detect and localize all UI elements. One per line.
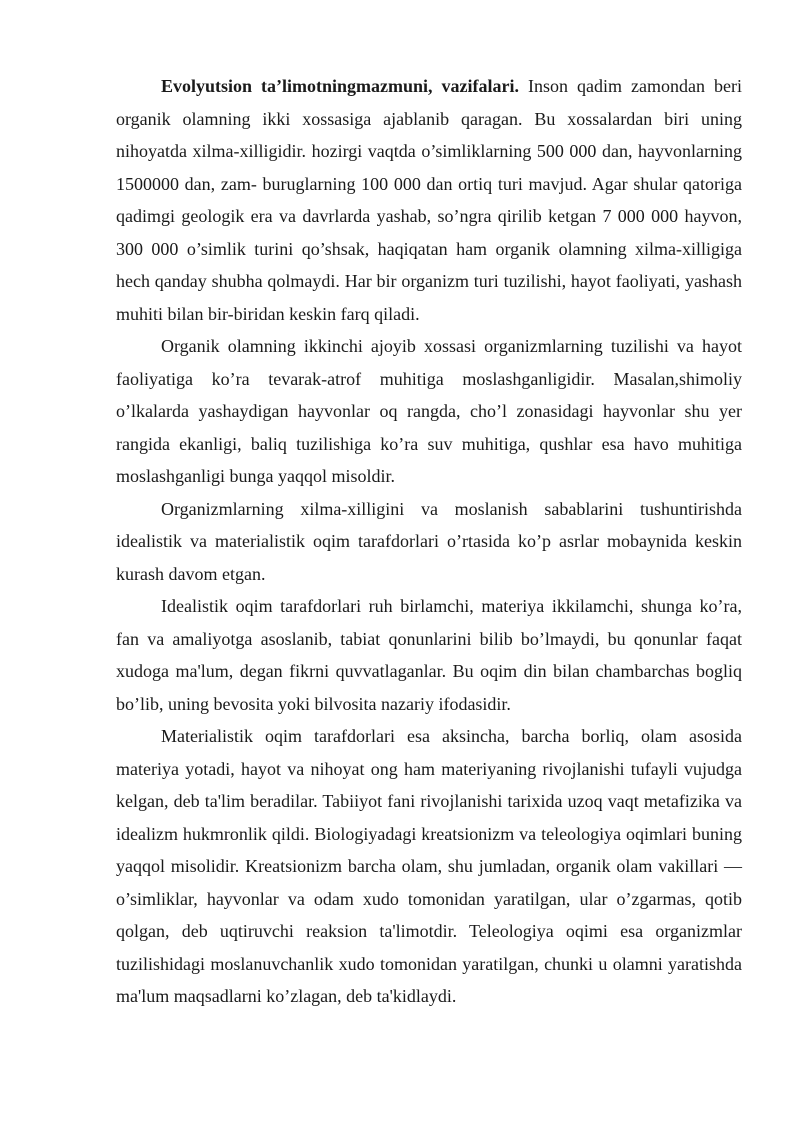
paragraph-text: Inson qadim zamondan beri organik olamning ikki xossasiga ajablanib qaragan. Bu xossalardan biri uning nihoyatda xilma-xilligidir. hozirgi vaqtda o’simliklarning 500 000 dan, hayvonlarning 1500000 dan, zam- buruglarning 100 000 dan ortiq turi mavjud. Agar shular qatoriga qadimgi geologik era va davrlarda yashab, so’ngra qirilib ketgan 7 000 000 hayvon, 300 000 o’simlik turini qo’shsak, haqiqatan ham organik olamning xilma-xilligiga hech qanday shubha qolmaydi. Har bir organizm turi tuzilishi, hayot faoliyati, yashash muhiti bilan bir-biridan keskin farq qiladi.: [116, 76, 742, 324]
paragraph: Idealistik oqim tarafdorlari ruh birlamchi, materiya ikkilamchi, shunga ko’ra, fan va amaliyotga asoslanib, tabiat qonunlarini bilib bo’lmaydi, bu qonunlar faqat xudoga ma'lum, degan fikrni quvvatlaganlar. Bu oqim din bilan chambarchas bogliq bo’lib, uning bevosita yoki bilvosita nazariy ifodasidir.: [116, 596, 742, 714]
paragraph: Organik olamning ikkinchi ajoyib xossasi organizmlarning tuzilishi va hayot faoliyatiga ko’ra tevarak-atrof muhitiga moslashganligidir. Masalan,shimoliy o’lkalarda yashaydigan hayvonlar oq rangda, cho’l zonasidagi hayvonlar shu yer rangida ekanligi, baliq tuzilishiga ko’ra suv muhitiga, qushlar esa havo muhitiga moslashganligi bunga yaqqol misoldir.: [116, 336, 742, 486]
paragraph: Materialistik oqim tarafdorlari esa aksincha, barcha borliq, olam asosida materiya yotadi, hayot va nihoyat ong ham materiyaning rivojlanishi tufayli vujudga kelgan, deb ta'lim beradilar. Tabiiyot fani rivojlanishi tarixida uzoq vaqt metafizika va idealizm hukmronlik qildi. Biologiyadagi kreatsionizm va teleologiya oqimlari buning yaqqol misolidir. Kreatsionizm barcha olam, shu jumladan, organik olam vakillari — o’simliklar, hayvonlar va odam xudo tomonidan yaratilgan, ular o’zgarmas, qotib qolgan, deb uqtiruvchi reaksion ta'limotdir. Teleologiya oqimi esa organizmlar tuzilishidagi moslanuvchanlik xudo tomonidan yaratilgan, chunki u olamni yaratishda ma'lum maqsadlarni ko’zlagan, deb ta'kidlaydi.: [116, 726, 742, 1006]
document-page: [116, 70, 742, 1013]
paragraph-intro: [116, 70, 742, 330]
paragraph: Organizmlarning xilma-xilligini va moslanish sabablarini tushuntirishda idealistik va materialistik oqim tarafdorlari o’rtasida ko’p asrlar mobaynida keskin kurash davom etgan.: [116, 498, 742, 584]
section-heading: Evolyutsion ta’limotningmazmuni, vazifalari.: [161, 76, 520, 96]
